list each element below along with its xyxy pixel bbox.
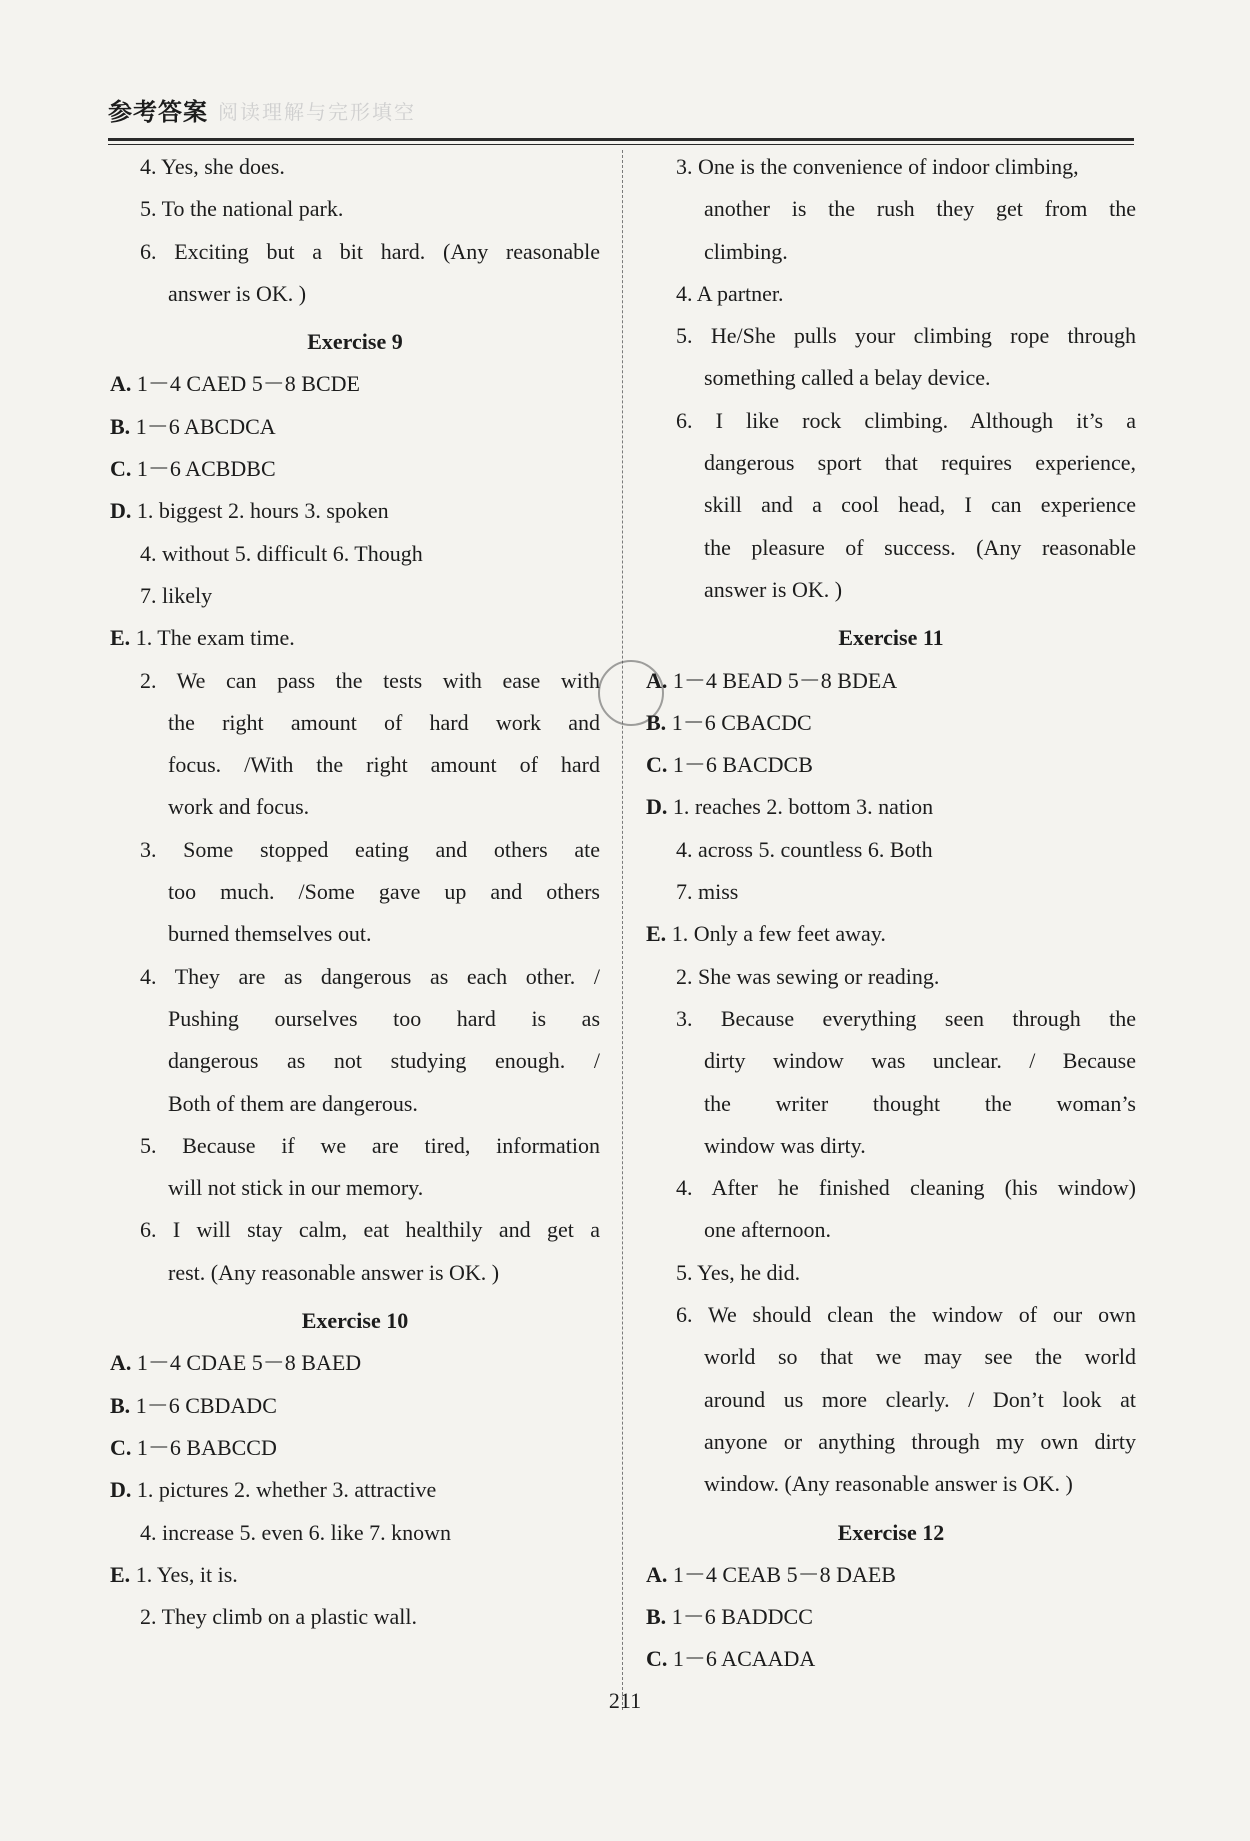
answer-line	[646, 231, 1136, 273]
answer-text: climbing.	[704, 238, 788, 264]
answer-line	[646, 1463, 1136, 1505]
answer-text: 4. increase 5. even 6. like 7. known	[140, 1519, 451, 1545]
answer-line	[110, 786, 600, 828]
answer-line	[646, 1167, 1136, 1209]
answer-text: 4. without 5. difficult 6. Though	[140, 540, 423, 566]
answer-line	[646, 1638, 1136, 1680]
answer-line	[110, 1083, 600, 1125]
exercise-title	[110, 1294, 600, 1342]
answer-text: 7. miss	[676, 879, 739, 905]
answer-text: 5. To the national park.	[140, 196, 344, 222]
answer-text: 1. reaches 2. bottom 3. nation	[667, 794, 934, 820]
answer-text: Both of them are dangerous.	[168, 1090, 418, 1116]
answer-text: Exercise 9	[307, 329, 403, 355]
answer-text: 1－4 CDAE 5－8 BAED	[131, 1350, 362, 1376]
answer-text: 4. Yes, she does.	[140, 154, 285, 179]
answer-line	[646, 484, 1136, 526]
answer-line	[110, 1512, 600, 1554]
answer-text: 1－6 ABCDCA	[130, 413, 276, 439]
answer-line	[110, 913, 600, 955]
answer-line	[646, 1040, 1136, 1082]
answer-text: 1－6 ACAADA	[667, 1646, 816, 1672]
answer-text: burned themselves out.	[168, 921, 372, 947]
answer-text: the pleasure of success. (Any reasonable	[704, 534, 1136, 560]
answer-line	[110, 490, 600, 532]
section-label: E.	[646, 921, 667, 947]
answer-text: world so that we may see the world	[704, 1344, 1136, 1370]
answer-line	[646, 871, 1136, 913]
answer-text: Exercise 11	[838, 625, 944, 651]
answer-text: another is the rush they get from the	[704, 196, 1136, 222]
answer-line	[110, 1342, 600, 1384]
answer-text: dirty window was unclear. / Because	[704, 1048, 1136, 1074]
section-label: C.	[110, 456, 132, 482]
exercise-title	[646, 1506, 1136, 1554]
answer-line	[646, 1083, 1136, 1125]
exercise-title	[646, 611, 1136, 659]
answer-line	[110, 660, 600, 702]
answer-text: 1－6 BABCCD	[131, 1434, 277, 1460]
answer-text: the writer thought the woman’s	[704, 1090, 1136, 1116]
answer-text: 1－6 CBACDC	[666, 709, 812, 735]
answer-text: 6. Exciting but a bit hard. (Any reasonable	[140, 238, 600, 264]
section-label: D.	[110, 498, 132, 524]
section-label: E.	[110, 625, 131, 651]
answer-text: 3. One is the convenience of indoor climbing,	[676, 154, 1079, 179]
answer-line	[646, 744, 1136, 786]
answer-line	[110, 575, 600, 617]
answer-text: 2. They climb on a plastic wall.	[140, 1604, 417, 1630]
answer-line	[110, 829, 600, 871]
section-label: A.	[646, 667, 668, 693]
answer-line	[646, 1125, 1136, 1167]
answer-text: answer is OK. )	[704, 576, 843, 602]
answer-text: 1－6 BACDCB	[667, 752, 813, 778]
answer-text: 3. Because everything seen through the	[676, 1005, 1136, 1031]
answer-line	[110, 1209, 600, 1251]
section-label: C.	[646, 1646, 668, 1672]
answer-text: 4. They are as dangerous as each other. /	[140, 963, 600, 989]
answer-text: 4. A partner.	[676, 280, 784, 306]
answer-text: the right amount of hard work and	[168, 709, 600, 735]
answer-line	[646, 913, 1136, 955]
section-label: D.	[646, 794, 668, 820]
answer-text: 5. Because if we are tired, information	[140, 1132, 600, 1158]
answer-text: window was dirty.	[704, 1132, 866, 1158]
answer-line	[646, 998, 1136, 1040]
left-column	[110, 146, 600, 1638]
answer-line	[110, 1167, 600, 1209]
answer-text: Exercise 12	[837, 1519, 945, 1545]
answer-line	[646, 442, 1136, 484]
answer-line	[110, 533, 600, 575]
answer-line	[646, 1554, 1136, 1596]
answer-text: 2. We can pass the tests with ease with	[140, 667, 600, 693]
answer-text: too much. /Some gave up and others	[168, 879, 600, 905]
answer-line	[646, 146, 1136, 188]
answer-line	[110, 1554, 600, 1596]
answer-text: 1. Yes, it is.	[130, 1561, 238, 1587]
answer-text: 5. He/She pulls your climbing rope through	[676, 323, 1136, 349]
answer-text: one afternoon.	[704, 1217, 832, 1243]
answer-text: 1. pictures 2. whether 3. attractive	[131, 1477, 437, 1503]
answer-line	[110, 273, 600, 315]
answer-line	[110, 1252, 600, 1294]
answer-text: 1－4 BEAD 5－8 BDEA	[667, 667, 898, 693]
answer-line	[646, 956, 1136, 998]
section-label: A.	[110, 1350, 132, 1376]
page-number: 211	[608, 1688, 642, 1713]
answer-text: 1. biggest 2. hours 3. spoken	[131, 498, 389, 524]
header-rule-thin	[108, 144, 1134, 145]
answer-text: around us more clearly. / Don’t look at	[704, 1386, 1136, 1412]
answer-line	[646, 1252, 1136, 1294]
answer-text: 4. After he finished cleaning (his window)	[676, 1175, 1136, 1201]
exercise-title	[110, 315, 600, 363]
answer-line	[646, 273, 1136, 315]
answer-text: 4. across 5. countless 6. Both	[676, 836, 933, 862]
answer-line	[110, 1040, 600, 1082]
answer-line	[110, 231, 600, 273]
answer-text: 1－4 CAED 5－8 BCDE	[131, 371, 360, 397]
column-divider	[622, 150, 623, 1710]
answer-line	[646, 1209, 1136, 1251]
answer-line	[646, 357, 1136, 399]
answer-line	[646, 829, 1136, 871]
answer-line	[110, 1385, 600, 1427]
section-label: C.	[646, 752, 668, 778]
section-label: E.	[110, 1561, 131, 1587]
answer-line	[110, 744, 600, 786]
answer-text: answer is OK. )	[168, 280, 307, 306]
right-column	[646, 146, 1136, 1681]
answer-text: work and focus.	[168, 794, 310, 820]
answer-text: Exercise 10	[301, 1308, 409, 1334]
section-label: A.	[110, 371, 132, 397]
answer-text: dangerous sport that requires experience,	[704, 450, 1136, 476]
answer-text: 6. I will stay calm, eat healthily and get a	[140, 1217, 600, 1243]
header-title: 参考答案	[108, 98, 208, 126]
answer-line	[110, 702, 600, 744]
answer-line	[646, 786, 1136, 828]
answer-text: 1. The exam time.	[130, 625, 295, 651]
answer-text: 7. likely	[140, 582, 213, 608]
answer-line	[646, 1336, 1136, 1378]
answer-line	[646, 660, 1136, 702]
answer-line	[110, 998, 600, 1040]
answer-text: focus. /With the right amount of hard	[168, 752, 600, 778]
section-label: B.	[110, 413, 131, 439]
section-label: A.	[646, 1561, 668, 1587]
answer-text: 5. Yes, he did.	[676, 1259, 801, 1285]
header-rule	[108, 138, 1134, 141]
answer-text: Pushing ourselves too hard is as	[168, 1005, 600, 1031]
section-label: B.	[646, 1604, 667, 1630]
answer-text: will not stick in our memory.	[168, 1175, 424, 1201]
answer-text: skill and a cool head, I can experience	[704, 492, 1136, 518]
answer-line	[646, 1294, 1136, 1336]
answer-line	[110, 956, 600, 998]
answer-line	[646, 1421, 1136, 1463]
section-label: C.	[110, 1434, 132, 1460]
answer-text: something called a belay device.	[704, 365, 991, 391]
answer-text: 1－6 CBDADC	[130, 1392, 277, 1418]
answer-text: dangerous as not studying enough. /	[168, 1048, 600, 1074]
section-label: B.	[110, 1392, 131, 1418]
answer-line	[646, 315, 1136, 357]
answer-line	[646, 569, 1136, 611]
answer-text: 1. Only a few feet away.	[666, 921, 886, 947]
answer-line	[110, 1596, 600, 1638]
answer-text: window. (Any reasonable answer is OK. )	[704, 1471, 1073, 1497]
answer-text: anyone or anything through my own dirty	[704, 1428, 1136, 1454]
answer-text: 1－4 CEAB 5－8 DAEB	[667, 1561, 896, 1587]
answer-line	[646, 188, 1136, 230]
answer-line	[110, 1125, 600, 1167]
header-subtitle: 阅读理解与完形填空	[218, 100, 416, 124]
answer-line	[110, 363, 600, 405]
answer-line	[110, 871, 600, 913]
section-label: D.	[110, 1477, 132, 1503]
answer-line	[646, 1379, 1136, 1421]
answer-text: 3. Some stopped eating and others ate	[140, 836, 600, 862]
answer-text: 6. I like rock climbing. Although it’s a	[676, 407, 1136, 433]
answer-line	[110, 448, 600, 490]
answer-line	[646, 400, 1136, 442]
answer-line	[646, 527, 1136, 569]
answer-line	[110, 406, 600, 448]
answer-text: rest. (Any reasonable answer is OK. )	[168, 1259, 500, 1285]
answer-line	[110, 617, 600, 659]
answer-text: 6. We should clean the window of our own	[676, 1302, 1136, 1328]
answer-line	[110, 188, 600, 230]
answer-line	[646, 1596, 1136, 1638]
answer-text: 2. She was sewing or reading.	[676, 963, 940, 989]
answer-line	[110, 1427, 600, 1469]
answer-text: 1－6 BADDCC	[666, 1604, 813, 1630]
section-label: B.	[646, 709, 667, 735]
answer-text: 1－6 ACBDBC	[131, 456, 276, 482]
answer-line	[646, 702, 1136, 744]
answer-line	[110, 146, 600, 188]
answer-line	[110, 1469, 600, 1511]
